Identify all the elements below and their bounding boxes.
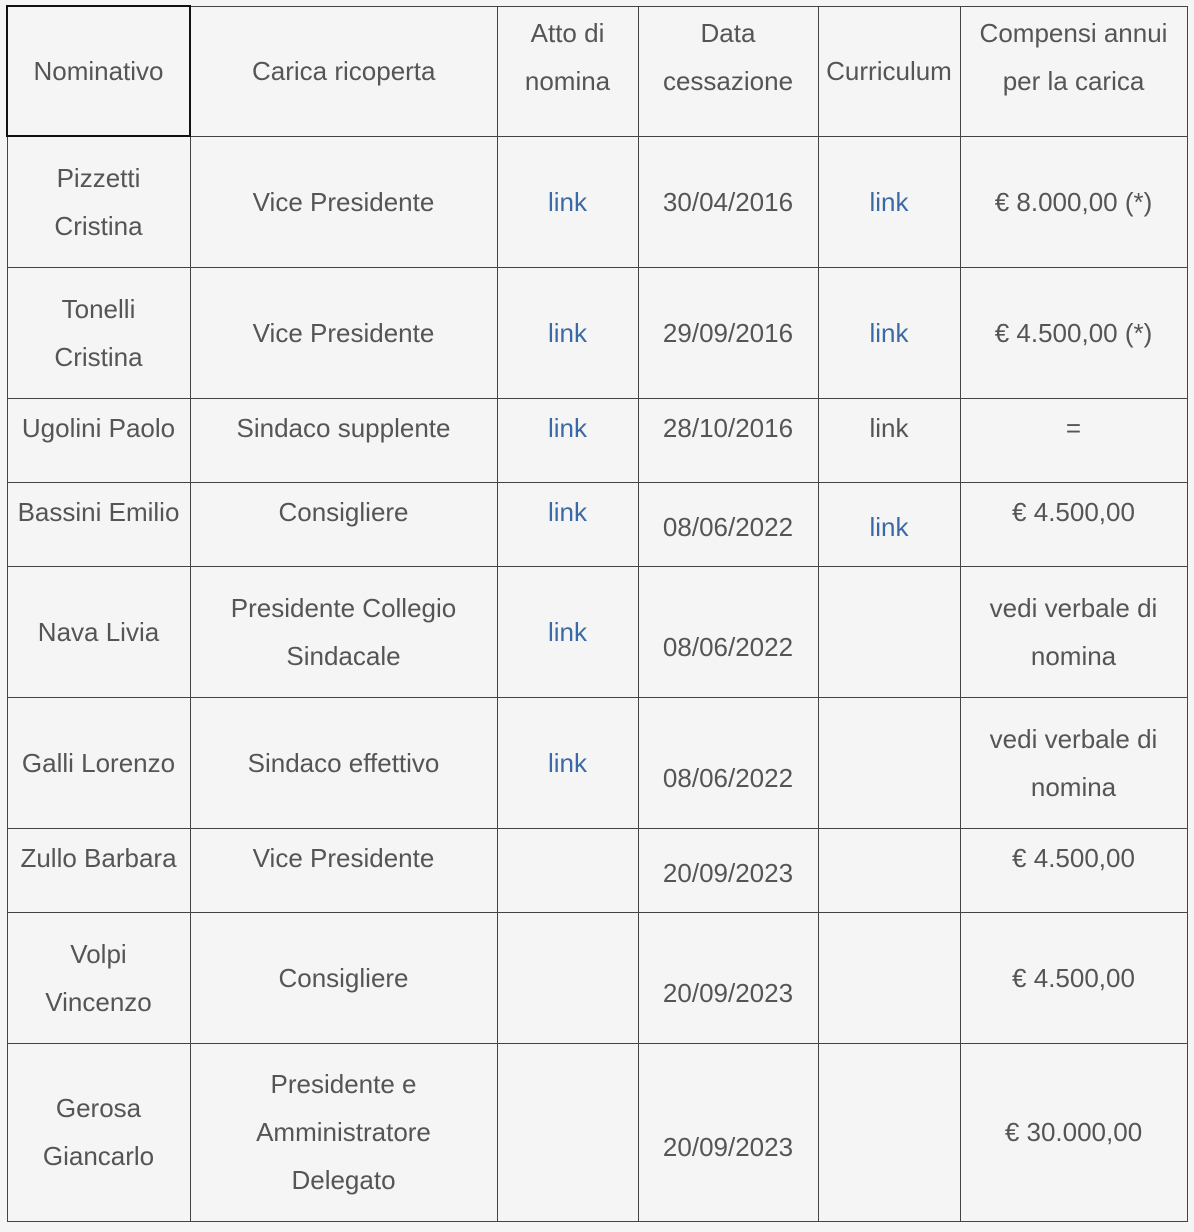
- cell-atto: [497, 828, 638, 912]
- carica-line: Vice Presidente: [252, 186, 435, 217]
- header-data: [638, 6, 818, 136]
- nominativo-line: Nava Livia: [37, 616, 160, 647]
- cell-nominativo: [7, 912, 190, 1043]
- compenso-line: nomina: [1030, 640, 1117, 671]
- table-row: [7, 482, 1187, 566]
- compenso-line: € 4.500,00 (*): [994, 317, 1153, 348]
- cell-data: [638, 912, 818, 1043]
- cell-compenso: [960, 267, 1187, 398]
- cell-data: [638, 697, 818, 828]
- nominativo-line: Cristina: [54, 341, 143, 372]
- cell-curriculum: [818, 267, 960, 398]
- header-atto-line: Atto di: [530, 17, 605, 48]
- table-row: [7, 697, 1187, 828]
- cell-carica: [190, 1043, 497, 1221]
- cell-compenso: [960, 1043, 1187, 1221]
- header-atto-line: nomina: [524, 65, 611, 96]
- cell-compenso: [960, 482, 1187, 566]
- carica-line: Consigliere: [278, 496, 409, 527]
- cell-atto: [497, 136, 638, 267]
- carica-line: Amministratore: [256, 1117, 431, 1147]
- compenso-line: € 8.000,00 (*): [994, 186, 1153, 217]
- table-row: [7, 398, 1187, 482]
- cell-curriculum: [818, 912, 960, 1043]
- cell-atto: [497, 566, 638, 697]
- nominativo-line: Zullo Barbara: [20, 842, 177, 873]
- header-carica: [190, 6, 497, 136]
- data-cessazione: 08/06/2022: [662, 631, 794, 662]
- cell-data: [638, 828, 818, 912]
- data-cessazione: 30/04/2016: [662, 186, 794, 217]
- table-row: [7, 1043, 1187, 1221]
- table-row: [7, 267, 1187, 398]
- compenso-line: € 4.500,00: [1012, 496, 1135, 527]
- table-row: [7, 566, 1187, 697]
- cell-compenso: [960, 398, 1187, 482]
- table-row: [7, 828, 1187, 912]
- atto-nomina-link[interactable]: link: [547, 186, 587, 217]
- data-cessazione: 28/10/2016: [662, 412, 794, 443]
- data-cessazione: 08/06/2022: [662, 511, 794, 542]
- data-cessazione: 20/09/2023: [662, 857, 794, 888]
- nominativo-line: Bassini Emilio: [17, 496, 180, 527]
- cell-curriculum: [818, 482, 960, 566]
- compensi-table: [6, 5, 1188, 1222]
- cell-atto: [497, 697, 638, 828]
- compenso-line: nomina: [1030, 771, 1117, 802]
- atto-nomina-link[interactable]: link: [547, 616, 587, 647]
- cell-carica: [190, 482, 497, 566]
- header-nominativo: [7, 6, 190, 136]
- nominativo-line: Cristina: [54, 210, 143, 241]
- nominativo-line: Galli Lorenzo: [21, 747, 176, 778]
- cell-compenso: [960, 912, 1187, 1043]
- cell-carica: [190, 566, 497, 697]
- header-curriculum-label: Curriculum: [826, 56, 952, 86]
- cell-curriculum: [818, 566, 960, 697]
- cell-curriculum: [818, 697, 960, 828]
- cell-atto: [497, 912, 638, 1043]
- cell-nominativo: [7, 482, 190, 566]
- cell-carica: [190, 267, 497, 398]
- cell-curriculum: [818, 828, 960, 912]
- data-cessazione: 29/09/2016: [662, 317, 794, 348]
- header-compensi: [960, 6, 1187, 136]
- carica-line: Presidente e: [270, 1069, 417, 1099]
- cell-data: [638, 398, 818, 482]
- compenso-line: vedi verbale di: [989, 723, 1158, 754]
- curriculum-text: link: [869, 412, 909, 443]
- cell-curriculum: [818, 136, 960, 267]
- carica-line: Vice Presidente: [252, 317, 435, 348]
- nominativo-line: Vincenzo: [45, 986, 152, 1017]
- cell-data: [638, 482, 818, 566]
- compenso-line: vedi verbale di: [989, 592, 1158, 623]
- table-row: [7, 912, 1187, 1043]
- carica-line: Sindaco effettivo: [247, 747, 440, 778]
- cell-compenso: [960, 136, 1187, 267]
- nominativo-line: Ugolini Paolo: [21, 412, 176, 443]
- compenso-line: =: [1065, 412, 1082, 443]
- header-curriculum: [818, 6, 960, 136]
- nominativo-line: Volpi: [70, 938, 127, 969]
- cell-compenso: [960, 566, 1187, 697]
- atto-nomina-link[interactable]: link: [547, 747, 587, 778]
- cell-carica: [190, 912, 497, 1043]
- cell-nominativo: [7, 566, 190, 697]
- cell-curriculum: [818, 398, 960, 482]
- curriculum-link[interactable]: link: [869, 317, 909, 348]
- cell-data: [638, 267, 818, 398]
- cell-carica: [190, 828, 497, 912]
- nominativo-line: Giancarlo: [42, 1141, 155, 1171]
- data-cessazione: 08/06/2022: [662, 762, 794, 793]
- cell-atto: [497, 267, 638, 398]
- cell-nominativo: [7, 1043, 190, 1221]
- cell-curriculum: [818, 1043, 960, 1221]
- cell-compenso: [960, 697, 1187, 828]
- header-compensi-line: Compensi annui: [979, 17, 1168, 48]
- cell-data: [638, 1043, 818, 1221]
- cell-compenso: [960, 828, 1187, 912]
- cell-nominativo: [7, 828, 190, 912]
- carica-line: Delegato: [291, 1165, 396, 1195]
- header-nominativo-label: Nominativo: [33, 56, 164, 86]
- cell-data: [638, 136, 818, 267]
- atto-nomina-link[interactable]: link: [547, 317, 587, 348]
- cell-carica: [190, 398, 497, 482]
- cell-atto: [497, 1043, 638, 1221]
- nominativo-line: Gerosa: [55, 1093, 142, 1123]
- header-row: [7, 6, 1187, 136]
- nominativo-line: Tonelli: [61, 293, 136, 324]
- compenso-line: € 30.000,00: [1004, 1117, 1143, 1147]
- carica-line: Sindaco supplente: [236, 412, 451, 443]
- data-cessazione: 20/09/2023: [662, 977, 794, 1008]
- cell-nominativo: [7, 267, 190, 398]
- header-carica-label: Carica ricoperta: [251, 56, 436, 86]
- nominativo-line: Pizzetti: [56, 162, 141, 193]
- compenso-line: € 4.500,00: [1012, 962, 1135, 993]
- carica-line: Sindacale: [286, 640, 401, 671]
- carica-line: Vice Presidente: [252, 842, 435, 873]
- cell-atto: [497, 398, 638, 482]
- cell-carica: [190, 136, 497, 267]
- cell-nominativo: [7, 136, 190, 267]
- curriculum-link[interactable]: link: [869, 511, 909, 542]
- header-compensi-line: per la carica: [1002, 65, 1145, 96]
- cell-carica: [190, 697, 497, 828]
- curriculum-link[interactable]: link: [869, 186, 909, 217]
- carica-line: Consigliere: [278, 962, 409, 993]
- header-atto: [497, 6, 638, 136]
- atto-nomina-link[interactable]: link: [547, 412, 587, 443]
- atto-nomina-link[interactable]: link: [547, 496, 587, 527]
- header-data-line: cessazione: [662, 65, 794, 96]
- cell-atto: [497, 482, 638, 566]
- header-data-line: Data: [700, 17, 756, 48]
- data-cessazione: 20/09/2023: [662, 1132, 794, 1162]
- cell-data: [638, 566, 818, 697]
- cell-nominativo: [7, 398, 190, 482]
- cell-nominativo: [7, 697, 190, 828]
- compenso-line: € 4.500,00: [1012, 842, 1135, 873]
- table-row: [7, 136, 1187, 267]
- carica-line: Presidente Collegio: [230, 592, 457, 623]
